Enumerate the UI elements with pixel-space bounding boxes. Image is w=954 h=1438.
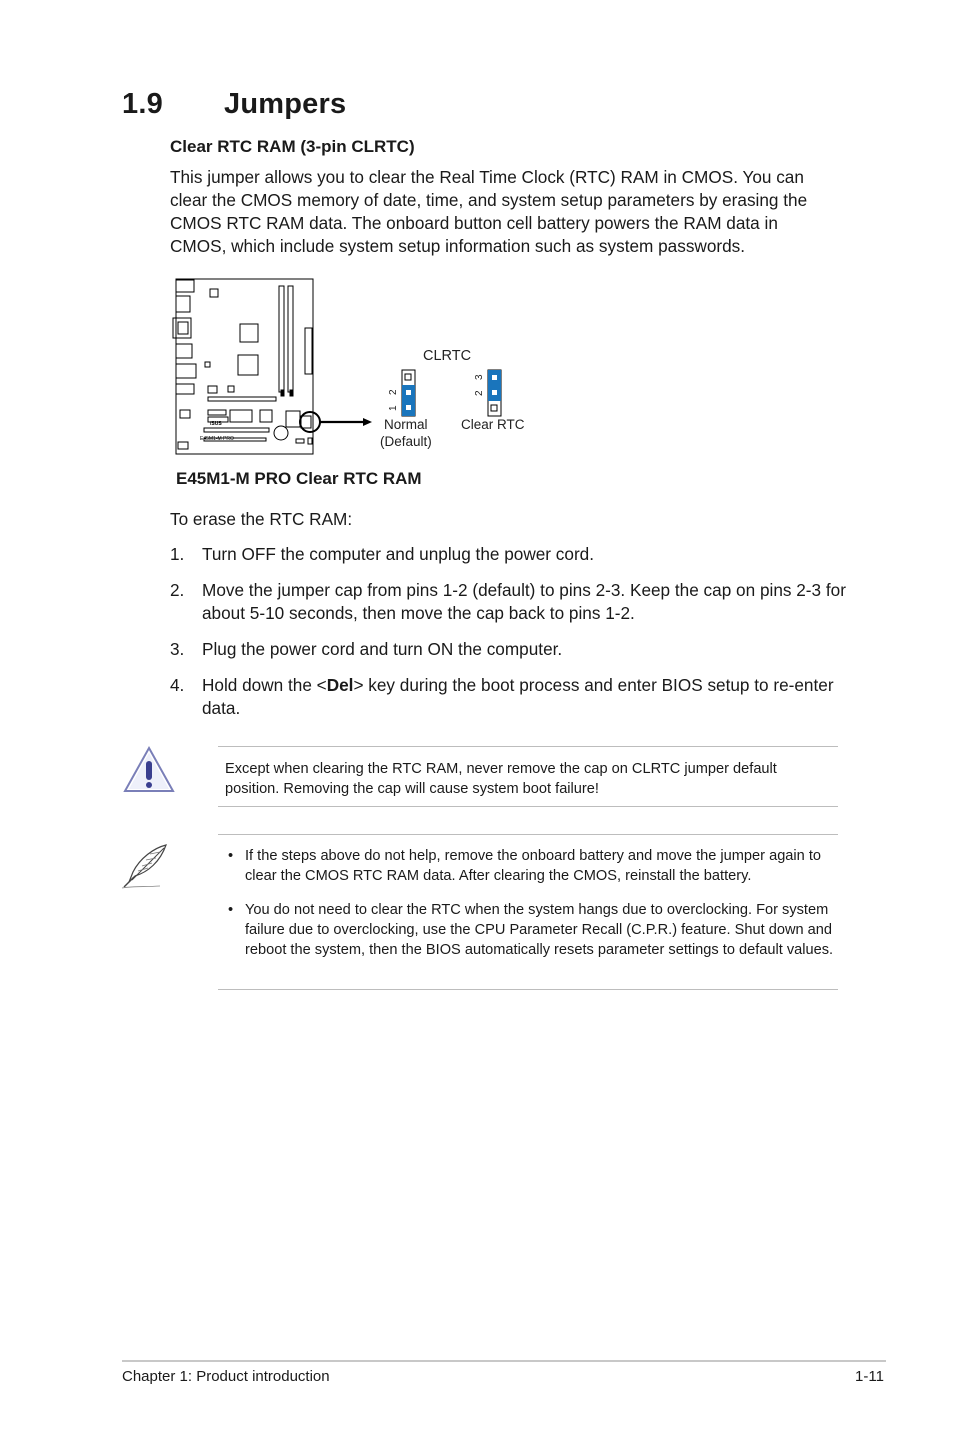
- subsection-title: Clear RTC RAM (3-pin CLRTC): [170, 137, 415, 156]
- feather-pen-icon: [120, 842, 172, 890]
- del-key: Del: [326, 675, 354, 695]
- note-bottom-rule: [218, 989, 838, 990]
- clear-rtc-label: Clear RTC: [461, 417, 525, 432]
- warning-text: Except when clearing the RTC RAM, never remove the cap on CLRTC jumper default position. Removing the cap will cause system boot failure!: [225, 761, 777, 797]
- step-item: 4. Hold down the <Del> key during the boot process and enter BIOS setup to re-enter data.: [170, 675, 834, 718]
- footer-chapter: Chapter 1: Product introduction: [122, 1368, 330, 1385]
- motherboard-diagram: [160, 272, 560, 467]
- footer-page-number: 1-11: [855, 1368, 884, 1385]
- clear-pin-3: 3: [474, 374, 485, 380]
- board-model-label: E45M1-M PRO: [200, 436, 234, 442]
- warning-top-rule: [218, 746, 838, 747]
- step-item: 2. Move the jumper cap from pins 1-2 (default) to pins 2-3. Keep the cap on pins 2-3 for about 5-10 seconds, then move the cap back to pins 1-2.: [170, 580, 846, 623]
- normal-pin-1: 1: [388, 405, 399, 411]
- footer-rule: [122, 1360, 886, 1362]
- arrow-head: [363, 418, 372, 426]
- section-title: Jumpers: [224, 88, 347, 120]
- warning-bottom-rule: [218, 806, 838, 807]
- procedure-lead: To erase the RTC RAM:: [170, 509, 353, 529]
- board-logo: /SUS: [210, 421, 222, 427]
- normal-label: Normal: [384, 417, 428, 432]
- figure-caption: E45M1-M PRO Clear RTC RAM: [176, 469, 422, 488]
- clrtc-label: CLRTC: [423, 348, 472, 364]
- jumper-highlight-circle: [300, 412, 320, 432]
- note-list: [225, 846, 840, 974]
- note-item: • If the steps above do not help, remove the onboard battery and move the jumper again to clear the CMOS RTC RAM data. After clearing the CMOS, reinstall the battery.: [228, 848, 822, 884]
- procedure-steps: [170, 543, 850, 733]
- motherboard-outline: [173, 279, 313, 454]
- clear-rtc-jumper: [488, 370, 501, 416]
- step-item: 1. Turn OFF the computer and unplug the power cord.: [170, 544, 595, 564]
- section-number: 1.9: [122, 88, 163, 120]
- note-item: • You do not need to clear the RTC when the system hangs due to overclocking. For system failure due to overclocking, use the CPU Parameter Recall (C.P.R.) feature. Shut down and reboot the system, then the BIOS automatically resets parameter settings to default values.: [228, 902, 834, 958]
- step-item: 3. Plug the power cord and turn ON the computer.: [170, 639, 563, 659]
- warning-triangle-icon: [122, 745, 176, 795]
- intro-paragraph: This jumper allows you to clear the Real Time Clock (RTC) RAM in CMOS. You can clear the CMOS memory of date, time, and system setup parameters by erasing the CMOS RTC RAM data. The onboard button cell battery powers the RAM data in CMOS, which include system setup information such as system passwords.: [170, 167, 808, 256]
- section-heading: [122, 88, 346, 121]
- normal-jumper: [402, 370, 415, 416]
- normal-default-label: (Default): [380, 434, 432, 449]
- clear-pin-2: 2: [474, 390, 485, 396]
- note-top-rule: [218, 834, 838, 835]
- normal-pin-2: 2: [388, 389, 399, 395]
